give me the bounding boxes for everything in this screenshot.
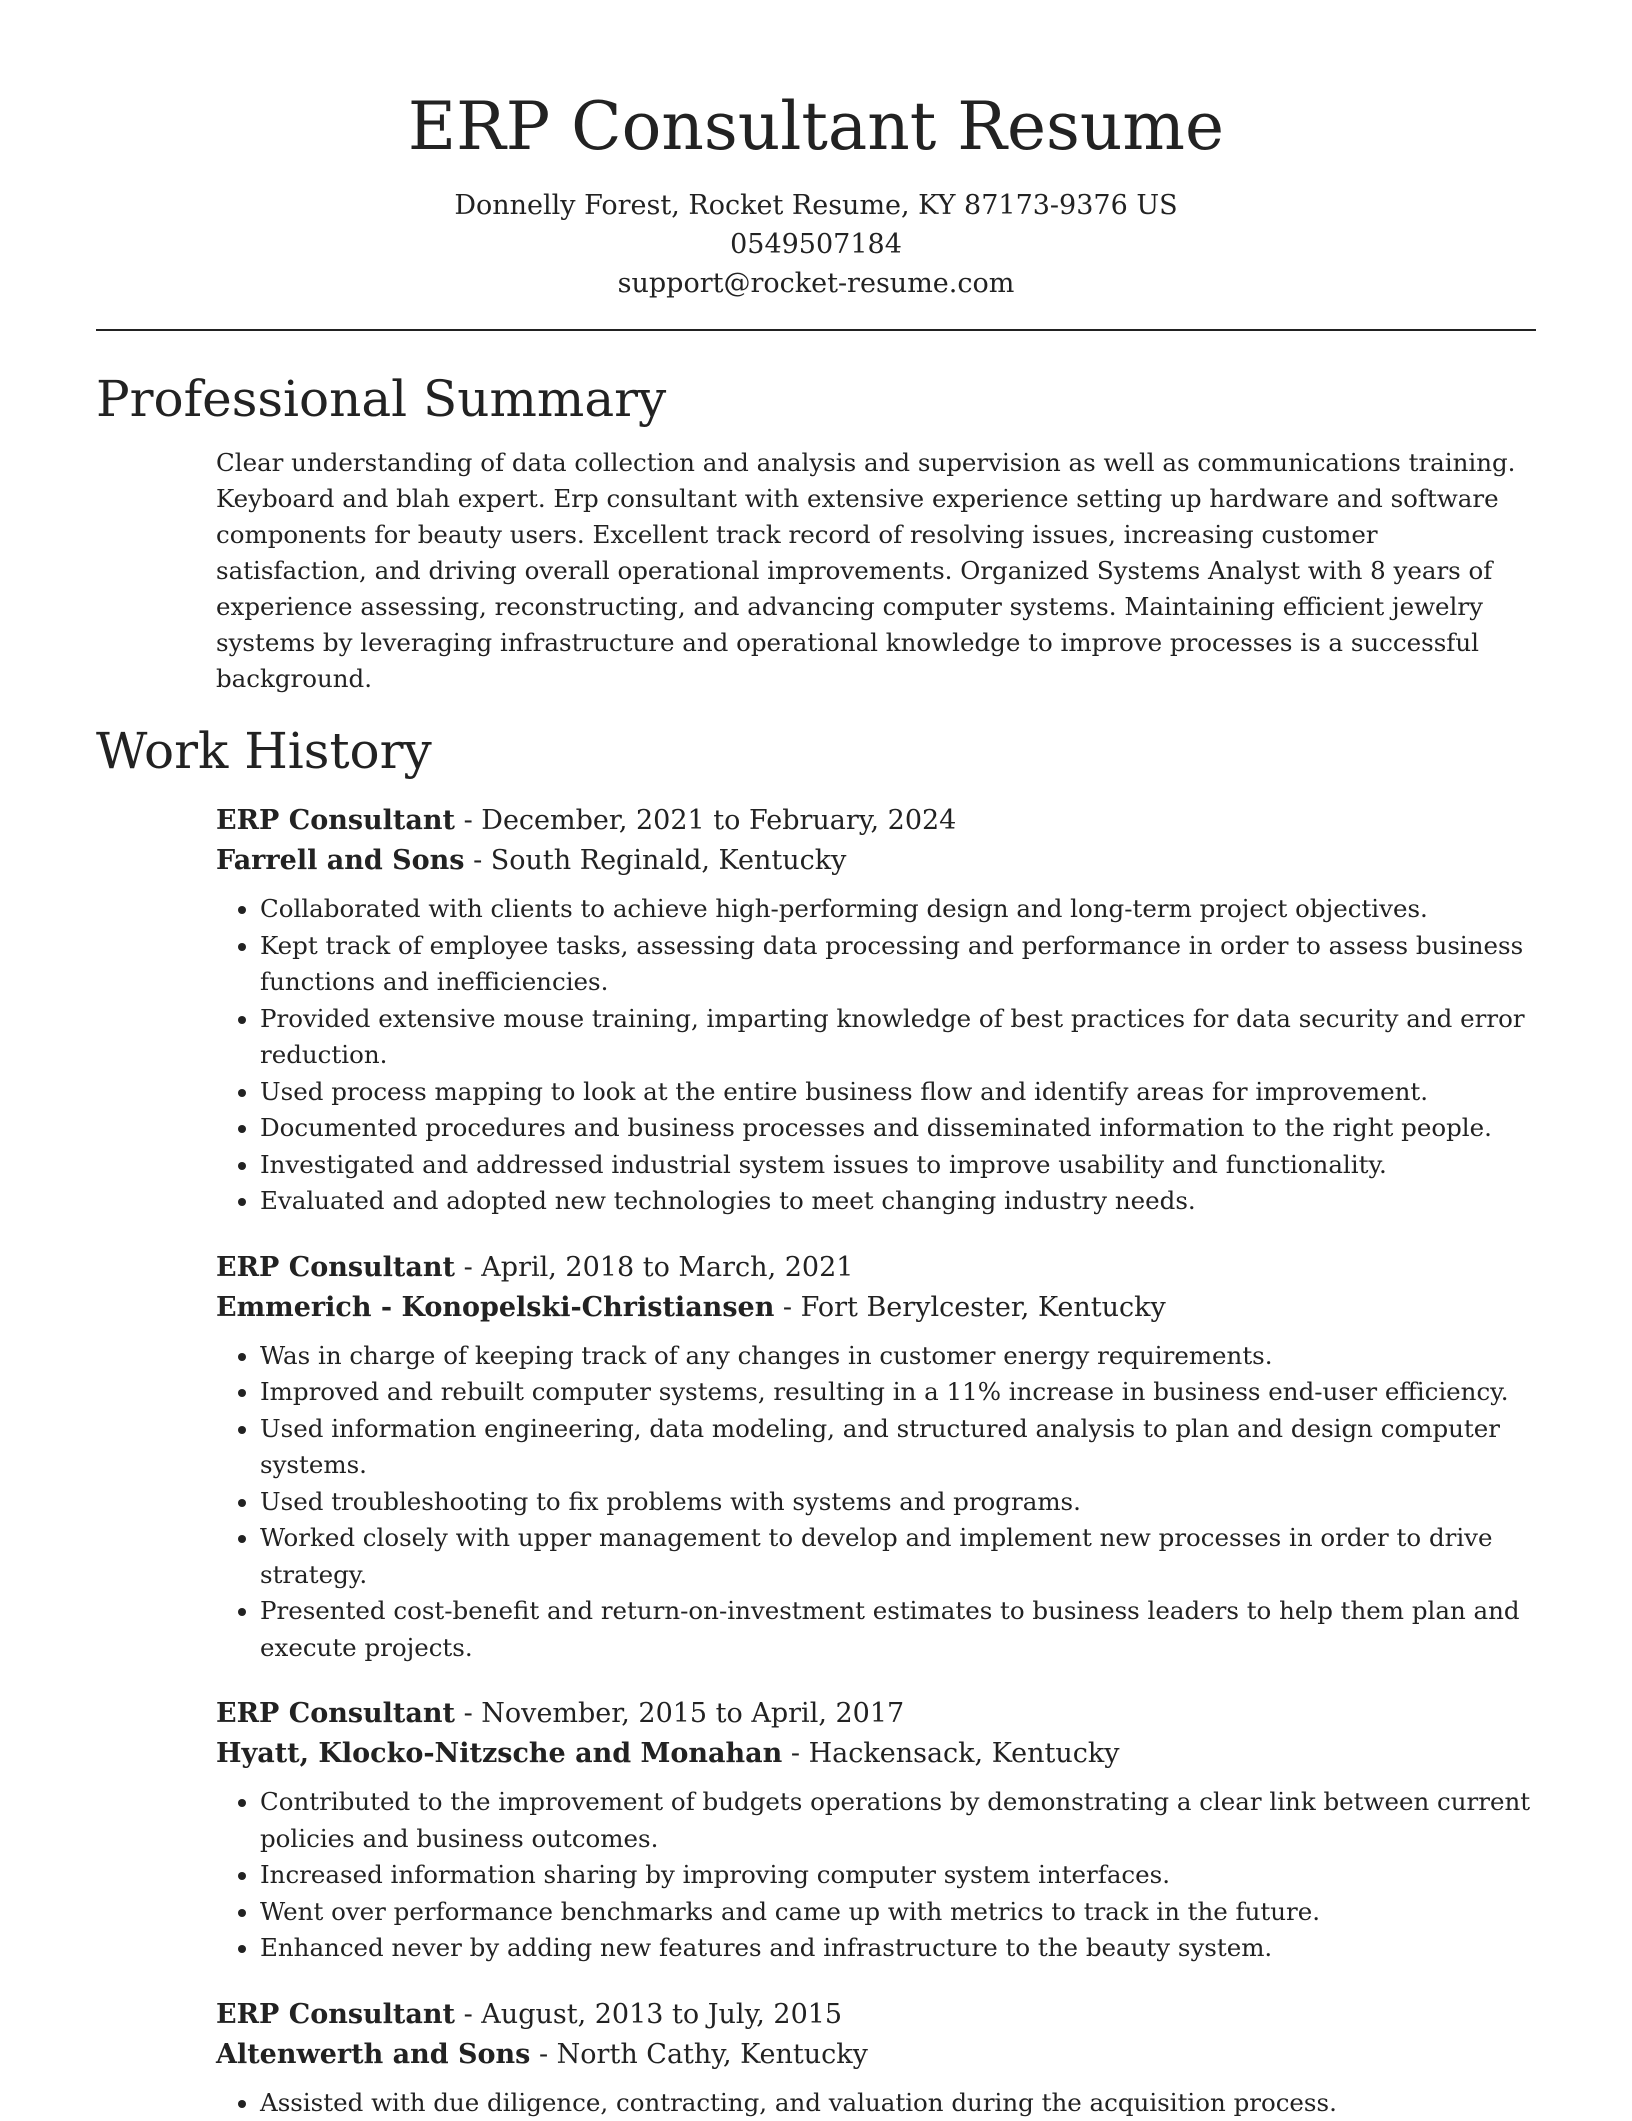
work-history-list [96,801,1536,2121]
job-title: ERP Consultant [216,1252,455,1283]
contact-address: Donnelly Forest, Rocket Resume, KY 87173-9376 US [96,186,1536,225]
list-item: • Was in charge of keeping track of any changes in customer energy requirements. [260,1338,1536,1375]
work-history-entry [216,1694,1536,1967]
work-history-entry [216,1248,1536,1667]
list-item: • Evaluated and adopted new technologies to meet changing industry needs. [260,1183,1536,1220]
list-item: • Assisted with due diligence, contracting, and valuation during the acquisition process. [260,2085,1536,2121]
list-item: • Increased information sharing by improving computer system interfaces. [260,1857,1536,1894]
resume-title: ERP Consultant Resume [96,88,1536,166]
work-history-entry [216,801,1536,1220]
job-company-line [216,841,1536,881]
job-title-line [216,1995,1536,2035]
duties-list [216,1338,1536,1667]
job-title-line [216,1694,1536,1734]
work-history-entry [216,1995,1536,2121]
job-dates: - December, 2021 to February, 2024 [455,805,956,836]
company-location: - North Cathy, Kentucky [530,2039,868,2070]
duties-list [216,2085,1536,2121]
job-dates: - November, 2015 to April, 2017 [455,1698,904,1729]
company-name: Hyatt, Klocko-Nitzsche and Monahan [216,1738,782,1769]
list-item: • Documented procedures and business processes and disseminated information to the right people. [260,1110,1536,1147]
list-item: • Used process mapping to look at the entire business flow and identify areas for improvement. [260,1074,1536,1111]
contact-email: support@rocket-resume.com [96,264,1536,303]
summary-heading: Professional Summary [96,369,1536,429]
job-company-line [216,1734,1536,1774]
duties-list [216,891,1536,1220]
list-item: • Contributed to the improvement of budgets operations by demonstrating a clear link between current policies and business outcomes. [260,1784,1536,1857]
job-title-line [216,801,1536,841]
company-location: - Fort Berylcester, Kentucky [774,1292,1165,1323]
job-title: ERP Consultant [216,1999,455,2030]
job-company-line [216,2035,1536,2075]
job-dates: - August, 2013 to July, 2015 [455,1999,842,2030]
summary-text: Clear understanding of data collection and analysis and supervision as well as communications training. Keyboard and blah expert. Erp consultant with extensive experience setting up hardware and software components for beauty users. Excellent track record of resolving issues, increasing customer satisfaction, and driving overall operational improvements. Organized Systems Analyst with 8 years of experience assessing, reconstructing, and advancing computer systems. Maintaining efficient jewelry systems by leveraging infrastructure and operational knowledge to improve processes is a successful background. [216,445,1536,697]
list-item: • Went over performance benchmarks and came up with metrics to track in the future. [260,1894,1536,1931]
list-item: • Improved and rebuilt computer systems, resulting in a 11% increase in business end-user efficiency. [260,1374,1536,1411]
list-item: • Provided extensive mouse training, imparting knowledge of best practices for data security and error reduction. [260,1001,1536,1074]
list-item: • Investigated and addressed industrial system issues to improve usability and functionality. [260,1147,1536,1184]
list-item: • Used troubleshooting to fix problems with systems and programs. [260,1484,1536,1521]
job-title-line [216,1248,1536,1288]
list-item: • Enhanced never by adding new features and infrastructure to the beauty system. [260,1930,1536,1967]
resume-page [96,0,1536,2121]
duties-list [216,1784,1536,1967]
list-item: • Used information engineering, data modeling, and structured analysis to plan and design computer systems. [260,1411,1536,1484]
header-divider [96,329,1536,331]
company-name: Altenwerth and Sons [216,2039,530,2070]
job-company-line [216,1288,1536,1328]
company-location: - South Reginald, Kentucky [464,845,846,876]
job-title: ERP Consultant [216,805,455,836]
list-item: • Presented cost-benefit and return-on-investment estimates to business leaders to help them plan and execute projects. [260,1593,1536,1666]
contact-phone: 0549507184 [96,225,1536,264]
company-name: Farrell and Sons [216,845,464,876]
work-history-heading: Work History [96,721,1536,781]
company-location: - Hackensack, Kentucky [782,1738,1119,1769]
company-name: Emmerich - Konopelski-Christiansen [216,1292,774,1323]
contact-block [96,186,1536,303]
job-dates: - April, 2018 to March, 2021 [455,1252,853,1283]
job-title: ERP Consultant [216,1698,455,1729]
list-item: • Kept track of employee tasks, assessing data processing and performance in order to assess business functions and inefficiencies. [260,928,1536,1001]
list-item: • Collaborated with clients to achieve high-performing design and long-term project objectives. [260,891,1536,928]
list-item: • Worked closely with upper management to develop and implement new processes in order to drive strategy. [260,1520,1536,1593]
